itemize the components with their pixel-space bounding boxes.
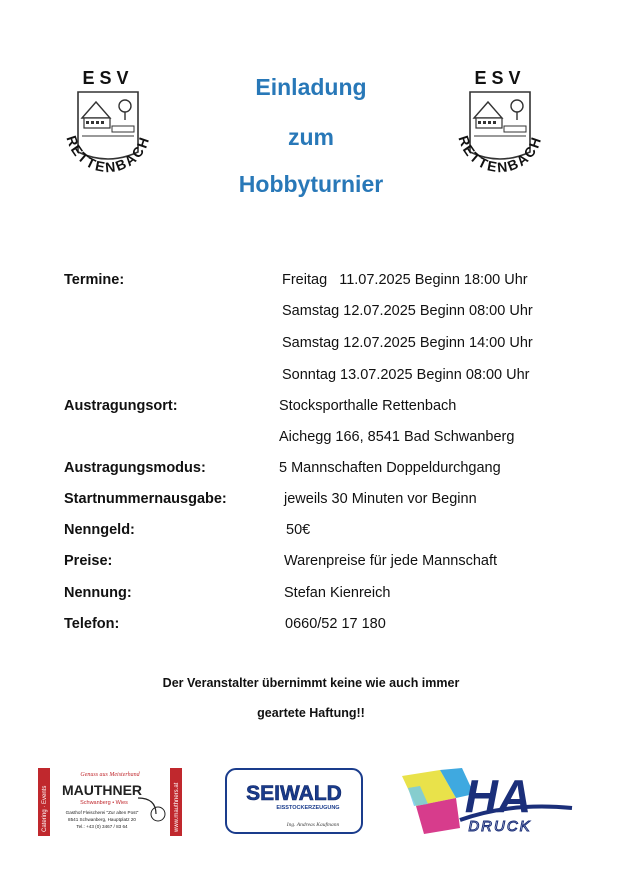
logo-esv-text: ESV [82, 68, 134, 88]
detail-label: Startnummernausgabe: [64, 491, 227, 507]
detail-label: Austragungsmodus: [64, 460, 206, 476]
detail-value: Freitag 11.07.2025 Beginn 18:00 Uhr [282, 272, 528, 288]
seiwald-sub: EISSTOCKERZEUGUNG [276, 805, 340, 811]
mauthner-addr2: 8541 Schwanberg, Hauptplatz 20 [68, 817, 136, 822]
detail-row-austragungsort [0, 398, 622, 422]
detail-row-termine [0, 272, 622, 296]
detail-row-preise [0, 553, 622, 577]
seiwald-logo-icon [225, 768, 363, 836]
detail-value: Sonntag 13.07.2025 Beginn 08:00 Uhr [282, 367, 530, 383]
sponsor-mauthner-logo [38, 768, 182, 836]
mauthner-tel: Tel.: +43 (0) 3467 / 83 64 [76, 824, 128, 829]
detail-value: Samstag 12.07.2025 Beginn 14:00 Uhr [282, 335, 533, 351]
esv-logo-right [450, 64, 550, 184]
detail-value: 0660/52 17 180 [285, 616, 386, 632]
title-line-3: Hobbyturnier [238, 171, 384, 197]
detail-label: Preise: [64, 553, 113, 569]
ha-druck-logo-icon [400, 768, 578, 836]
logo-arc-text: RETTENBACH [455, 133, 545, 176]
esv-logo-left [58, 64, 158, 184]
mauthner-location: Schwanberg • Wies [80, 800, 128, 806]
title-line-1: Einladung [255, 74, 367, 100]
detail-row-address [0, 429, 622, 453]
detail-row-termine-4 [0, 367, 622, 391]
mauthner-addr1: Gasthof Fleischerei "Zur alten Post" [65, 810, 139, 815]
detail-row-telefon [0, 616, 622, 640]
detail-value: Warenpreise für jede Mannschaft [284, 553, 498, 569]
title-line-2: zum [288, 124, 334, 150]
detail-row-startnummer [0, 491, 622, 515]
seiwald-name: SEIWALD [246, 782, 342, 805]
detail-value: Stocksporthalle Rettenbach [279, 398, 457, 414]
detail-value: Stefan Kienreich [284, 585, 391, 601]
detail-value: 50€ [286, 522, 311, 538]
detail-value: 5 Mannschaften Doppeldurchgang [279, 460, 501, 476]
disclaimer-line-1: Der Veranstalter übernimmt keine wie auch immer [162, 676, 460, 690]
mauthner-slogan: Genuss aus Meisterhand [80, 772, 140, 778]
detail-row-termine-2 [0, 303, 622, 327]
logo-arc-text: RETTENBACH [63, 133, 153, 176]
sponsor-ha-druck-logo [400, 768, 578, 836]
detail-label: Termine: [64, 272, 125, 288]
seiwald-signature: Ing. Andreas Kaufmann [286, 822, 340, 828]
esv-rettenbach-crest-icon [450, 64, 550, 184]
detail-value: Aichegg 166, 8541 Bad Schwanberg [279, 429, 515, 445]
mauthner-side-text: Catering · Events [42, 785, 48, 832]
ha-name: HA [464, 770, 532, 822]
detail-label: Nennung: [64, 585, 132, 601]
sponsor-seiwald-logo [225, 768, 363, 836]
mauthner-logo-icon [38, 768, 182, 836]
detail-label: Telefon: [64, 616, 120, 632]
detail-label: Austragungsort: [64, 398, 178, 414]
logo-esv-text: ESV [474, 68, 526, 88]
detail-value: Samstag 12.07.2025 Beginn 08:00 Uhr [282, 303, 533, 319]
mauthner-web-text: www.mauthners.at [174, 782, 180, 832]
esv-rettenbach-crest-icon [58, 64, 158, 184]
mauthner-name: MAUTHNER [61, 782, 143, 798]
disclaimer-line-2: geartete Haftung!! [257, 706, 365, 720]
detail-value: jeweils 30 Minuten vor Beginn [284, 491, 477, 507]
detail-label: Nenngeld: [64, 522, 135, 538]
detail-row-modus [0, 460, 622, 484]
ha-sub: DRUCK [468, 818, 532, 835]
detail-row-nennung [0, 585, 622, 609]
detail-row-nenngeld [0, 522, 622, 546]
detail-row-termine-3 [0, 335, 622, 359]
